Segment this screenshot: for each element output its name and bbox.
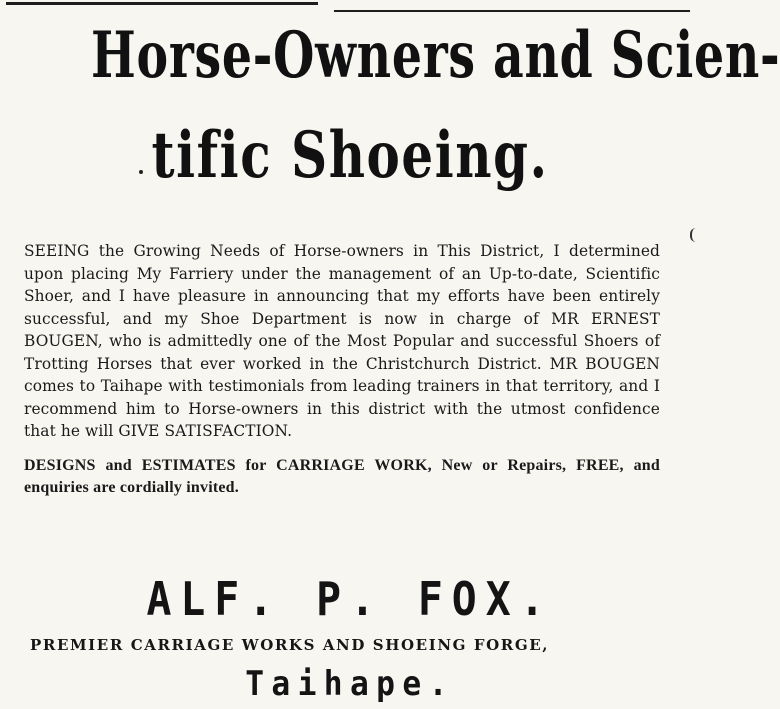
ink-speck xyxy=(139,170,143,174)
proprietor-name: ALF. P. FOX. xyxy=(146,572,554,626)
top-rule-left xyxy=(6,2,318,5)
body-paragraph-2: DESIGNS and ESTIMATES for CARRIAGE WORK, New or Repairs, FREE, and enquiries are cordially invited. xyxy=(24,456,660,496)
headline-line-1: Horse-Owners and Scien- xyxy=(91,18,780,93)
body-paragraph-1: SEEING the Growing Needs of Horse-owners in This District, I determined upon placing My Farriery under the management of an Up-to-date, Scientific Shoer, and I have pleasure in announcing that my efforts have been entirely successful, and my Shoe Department is now in charge of MR ERNEST BOUGEN, who is admittedly one of the Most Popular and successful Shoers of Trotting Horses that ever worked in the Christchurch District. MR BOUGEN comes to Taihape with testimonials from leading trainers in that territory, and I recommend him to Horse-owners in this district with the utmost confidence that he will GIVE SATISFACTION. xyxy=(24,242,660,440)
headline-line-2: tific Shoeing. xyxy=(151,118,549,193)
town-name: Taihape. xyxy=(245,664,455,704)
top-rule-right xyxy=(334,10,690,12)
advert-body xyxy=(24,240,660,500)
edge-bracket-mark xyxy=(690,228,698,242)
business-name: PREMIER CARRIAGE WORKS AND SHOEING FORGE, xyxy=(30,636,550,654)
